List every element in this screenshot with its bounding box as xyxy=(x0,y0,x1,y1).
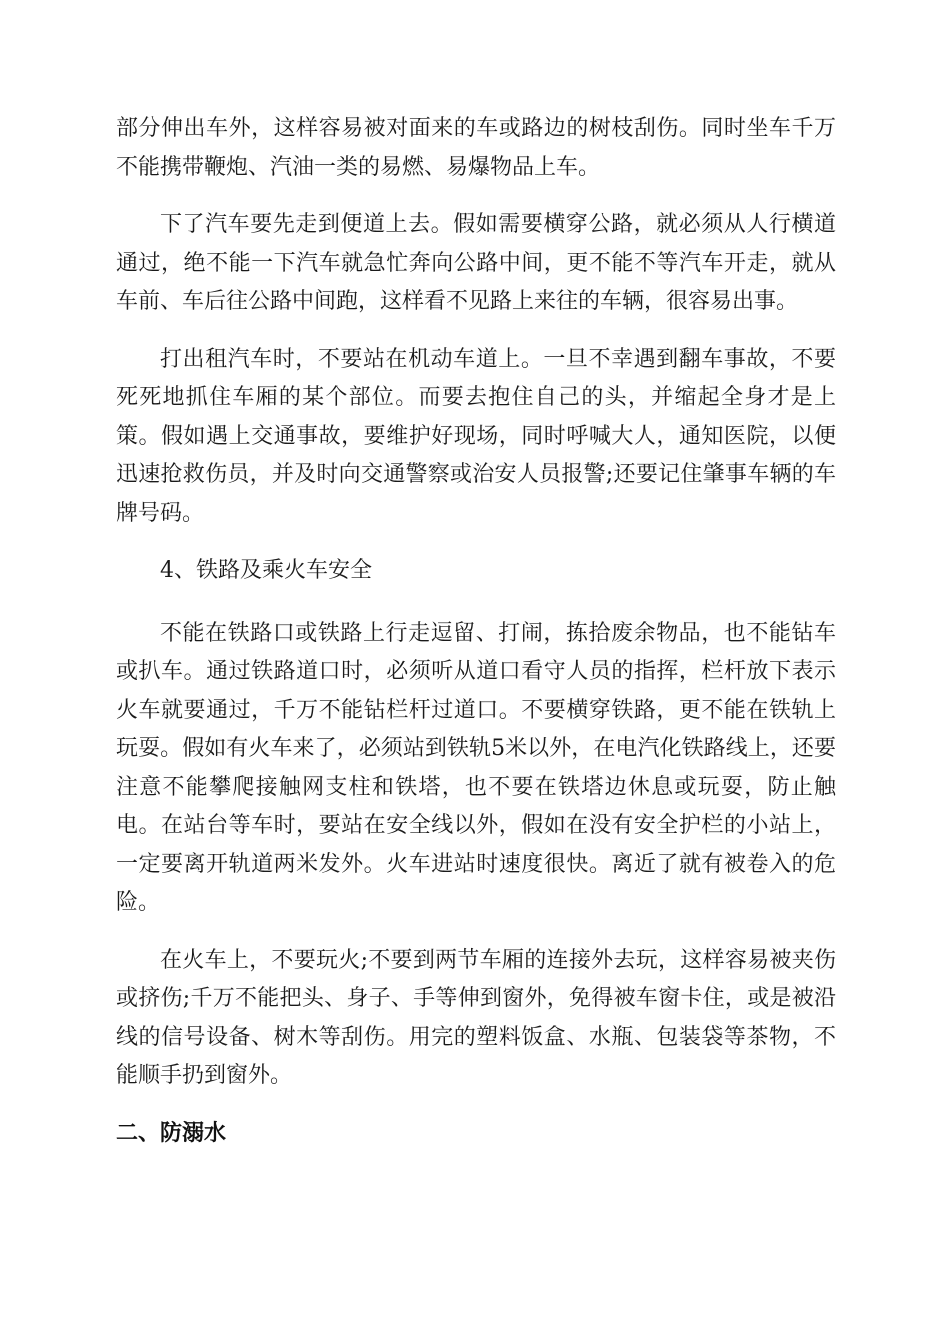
paragraph-3: 打出租汽车时，不要站在机动车道上。一旦不幸遇到翻车事故，不要死死地抓住车厢的某个部位。而要去抱住自己的头，并缩起全身才是上策。假如遇上交通事故，要维护好现场，同时呼喊大人，通知医院，以便迅速抢救伤员，并及时向交通警察或治安人员报警;还要记住肇事车辆的车牌号码。 xyxy=(116,346,836,526)
subsection-title-railway: 4、铁路及乘火车安全 xyxy=(160,558,372,583)
section-heading-drowning: 二、防溺水 xyxy=(116,1120,227,1146)
paragraph-5: 不能在铁路口或铁路上行走逗留、打闹，拣拾废余物品，也不能钻车或扒车。通过铁路道口时，必须听从道口看守人员的指挥，栏杆放下表示火车就要通过，千万不能钻栏杆过道口。不要横穿铁路，更不能在铁轨上玩耍。假如有火车来了，必须站到铁轨5米以外，在电汽化铁路线上，还要注意不能攀爬接触网支柱和铁塔，也不要在铁塔边休息或玩耍，防止触电。在站台等车时，要站在安全线以外，假如在没有安全护栏的小站上，一定要离开轨道两米发外。火车进站时速度很快。离近了就有被卷入的危险。 xyxy=(116,620,836,915)
paragraph-2: 下了汽车要先走到便道上去。假如需要横穿公路，就必须从人行横道通过，绝不能一下汽车就急忙奔向公路中间，更不能不等汽车开走，就从车前、车后往公路中间跑，这样看不见路上来往的车辆，很容易出事。 xyxy=(116,212,836,314)
document-page xyxy=(116,110,836,1153)
paragraph-6: 在火车上，不要玩火;不要到两节车厢的连接外去玩，这样容易被夹伤或挤伤;千万不能把头、身子、手等伸到窗外，免得被车窗卡住，或是被沿线的信号设备、树木等刮伤。用完的塑料饭盒、水瓶、包装袋等茶物，不能顺手扔到窗外。 xyxy=(116,947,836,1088)
paragraph-1: 部分伸出车外，这样容易被对面来的车或路边的树枝刮伤。同时坐车千万不能携带鞭炮、汽油一类的易燃、易爆物品上车。 xyxy=(116,116,836,180)
